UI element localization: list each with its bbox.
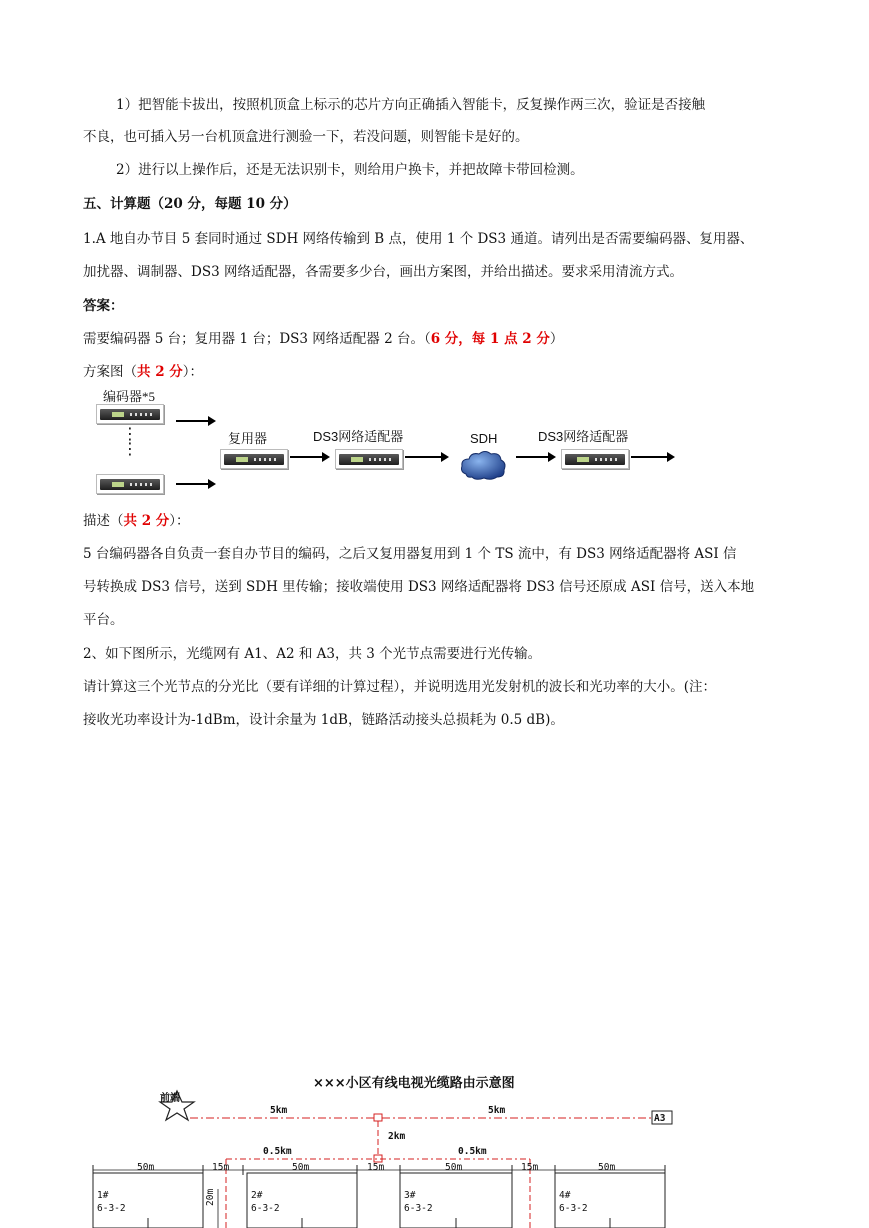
building-number: 1# — [97, 1190, 109, 1201]
building-code: 6-3-2 — [251, 1203, 280, 1214]
scheme-score: 共 2 分 — [137, 364, 183, 380]
description-line: 号转换成 DS3 信号，送到 SDH 里传输；接收端使用 DS3 网络适配器将 DS3 信号还原成 ASI 信号，送入本地 — [83, 579, 755, 595]
arrow — [631, 456, 673, 458]
dimension-label: 50m — [137, 1162, 155, 1173]
description-heading-text: 描述（ — [83, 513, 124, 529]
building-code: 6-3-2 — [559, 1203, 588, 1214]
description-heading-close: ）： — [169, 513, 190, 529]
building-number: 2# — [251, 1190, 263, 1201]
paragraph-line: 1）把智能卡拔出，按照机顶盒上标示的芯片方向正确插入智能卡，反复操作两三次，验证是否接触 — [116, 97, 706, 113]
mux-device — [220, 449, 288, 469]
answer-text: 需要编码器 5 台；复用器 1 台；DS3 网络适配器 2 台。（ — [83, 331, 431, 347]
dimension-label: 20m — [205, 1188, 216, 1206]
building-number: 3# — [404, 1190, 416, 1201]
node-a3-label: A3 — [654, 1113, 666, 1124]
question-line: 接收光功率设计为-1dBm，设计余量为 1dB，链路活动接头总损耗为 0.5 dB)。 — [83, 712, 564, 728]
scheme-heading-text: 方案图（ — [83, 364, 137, 380]
section-heading: 五、计算题（20 分，每题 10 分） — [83, 196, 297, 212]
sdh-label: SDH — [470, 431, 498, 446]
dimension-label: 50m — [292, 1162, 310, 1173]
description-heading — [83, 512, 190, 530]
answer-line — [83, 330, 563, 348]
arrow — [405, 456, 447, 458]
map-title: ×××小区有线电视光缆路由示意图 — [313, 1076, 515, 1091]
distance-label: 0.5km — [263, 1146, 292, 1157]
question-line: 请计算这三个光节点的分光比（要有详细的计算过程），并说明选用光发射机的波长和光功率的大小。(注： — [83, 679, 717, 695]
description-line: 平台。 — [83, 612, 124, 628]
distance-label: 2km — [388, 1131, 406, 1142]
building-number: 4# — [559, 1190, 571, 1201]
ellipsis-icon: ⋮ — [122, 441, 138, 458]
question-line: 加扰器、调制器、DS3 网络适配器，各需要多少台，画出方案图，并给出描述。要求采用清流方式。 — [83, 264, 683, 280]
dimension-label: 15m — [212, 1162, 230, 1173]
paragraph-line: 2）进行以上操作后，还是无法识别卡，则给用户换卡，并把故障卡带回检测。 — [116, 162, 584, 178]
score-note: 6 分，每 1 点 2 分 — [430, 331, 550, 347]
distance-label: 5km — [270, 1105, 288, 1116]
ds3-adapter-device — [561, 449, 629, 469]
arrow — [290, 456, 328, 458]
encoder-label: 编码器*5 — [103, 389, 156, 404]
arrow — [516, 456, 554, 458]
description-score: 共 2 分 — [123, 513, 170, 529]
dimension-label: 15m — [367, 1162, 385, 1173]
question-line: 1.A 地自办节目 5 套同时通过 SDH 网络传输到 B 点，使用 1 个 DS3 通道。请列出是否需要编码器、复用器、 — [83, 231, 754, 247]
arrow — [176, 483, 214, 485]
mux-label: 复用器 — [228, 431, 268, 446]
distance-label: 0.5km — [458, 1146, 487, 1157]
dimension-label: 50m — [445, 1162, 463, 1173]
building-code: 6-3-2 — [404, 1203, 433, 1214]
scheme-heading — [83, 363, 203, 381]
ellipsis-icon: ⋮ — [122, 426, 138, 443]
dimension-label: 15m — [521, 1162, 539, 1173]
description-line: 5 台编码器各自负责一套自办节目的编码，之后又复用器复用到 1 个 TS 流中，有 DS3 网络适配器将 ASI 信 — [83, 546, 737, 562]
answer-close: ） — [549, 331, 564, 347]
cloud-icon — [458, 447, 508, 483]
paragraph-line: 不良，也可插入另一台机顶盒进行测验一下，若没问题，则智能卡是好的。 — [83, 129, 529, 145]
ds3-label: DS3网络适配器 — [538, 429, 629, 444]
answer-heading: 答案： — [83, 298, 124, 314]
ds3-label: DS3网络适配器 — [313, 429, 404, 444]
distance-label: 5km — [488, 1105, 506, 1116]
encoder-device — [96, 474, 164, 494]
question-line: 2、如下图所示，光缆网有 A1、A2 和 A3，共 3 个光节点需要进行光传输。 — [83, 646, 542, 662]
headend-label: 前端 — [160, 1093, 180, 1104]
arrow — [176, 420, 214, 422]
building-code: 6-3-2 — [97, 1203, 126, 1214]
scheme-heading-close: ）： — [182, 364, 204, 380]
encoder-device — [96, 404, 164, 424]
ds3-adapter-device — [335, 449, 403, 469]
dimension-label: 50m — [598, 1162, 616, 1173]
cable-route-map — [0, 1085, 869, 1228]
